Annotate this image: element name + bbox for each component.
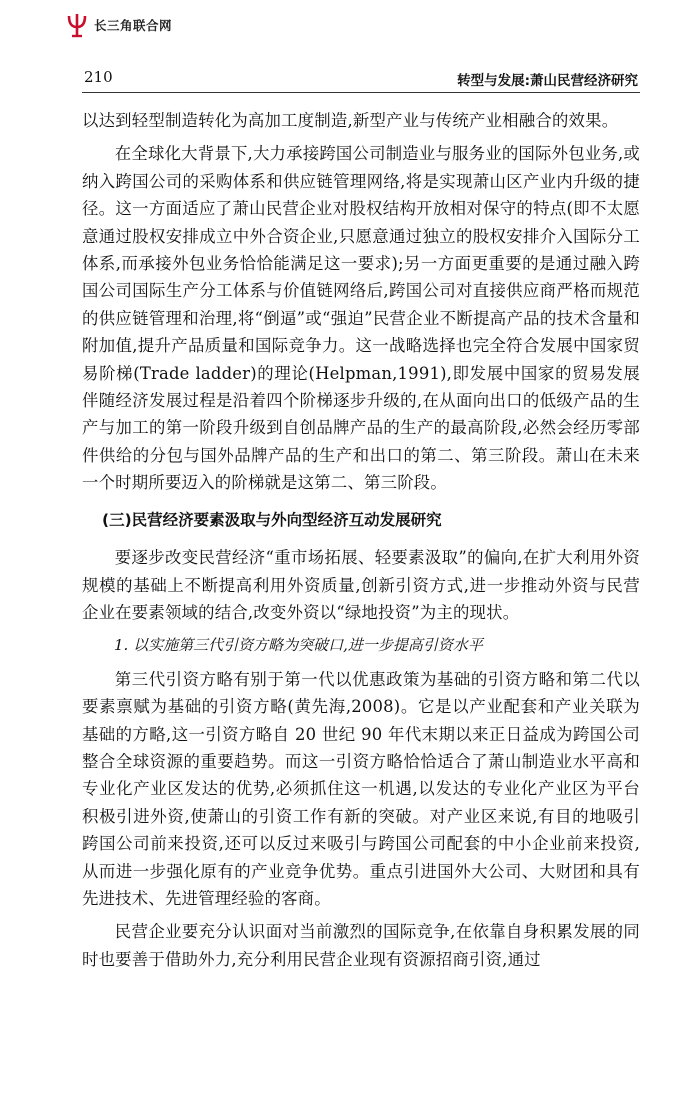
header-divider [82,92,640,93]
logo-text: 长三角联合网 [94,18,173,33]
section-heading: (三)民营经济要素汲取与外向型经济互动发展研究 [102,510,442,529]
running-title: 转型与发展:萧山民营经济研究 [457,73,638,89]
paragraph: 民营企业要充分认识面对当前激烈的国际竞争,在依靠自身积累发展的同时也要善于借助外力,充分利用民营企业现有资源招商引资,通过 [82,922,640,969]
psi-logo-icon [66,12,88,38]
subsection-heading: 1. 以实施第三代引资方略为突破口,进一步提高引资水平 [114,636,483,655]
site-logo [66,12,172,38]
paragraph: 以达到轻型制造转化为高加工度制造,新型产业与传统产业相融合的效果。 [82,111,619,130]
paragraph: 第三代引资方略有别于第一代以优惠政策为基础的引资方略和第二代以要素禀赋为基础的引资方略(黄先海,2008)。它是以产业配套和产业关联为基础的方略,这一引资方略自 20 世纪 90 年代末期以来正日益成为跨国公司整合全球资源的重要趋势。而这一引资方略恰恰适合了萧山制造业水平高和专业化产业区发达的优势,必须抓住这一机遇,以发达的专业化产业区为平台积极引进外资,使萧山的引资工作有新的突破。对产业区来说,有目的地吸引跨国公司前来投资,还可以反过来吸引与跨国公司配套的中小企业前来投资,从而进一步强化原有的产业竞争优势。重点引进国外大公司、大财团和具有先进技术、先进管理经验的客商。 [82,669,640,908]
page-number: 210 [84,68,113,86]
paragraph: 在全球化大背景下,大力承接跨国公司制造业与服务业的国际外包业务,或纳入跨国公司的采购体系和供应链管理网络,将是实现萧山区产业内升级的捷径。这一方面适应了萧山民营企业对股权结构开放相对保守的特点(即不太愿意通过股权安排成立中外合资企业,只愿意通过独立的股权安排介入国际分工体系,而承接外包业务恰恰能满足这一要求);另一方面更重要的是通过融入跨国公司国际生产分工体系与价值链网络后,跨国公司对直接供应商严格而规范的供应链管理和治理,将“倒逼”或“强迫”民营企业不断提高产品的技术含量和附加值,提升产品质量和国际竞争力。这一战略选择也完全符合发展中国家贸易阶梯(Trade ladder)的理论(Helpman,1991),即发展中国家的贸易发展伴随经济发展过程是沿着四个阶梯逐步升级的,在从面向出口的低级产品的生产与加工的第一阶段升级到自创品牌产品的生产的最高阶段,必然会经历零部件供给的分包与国外品牌产品的生产和出口的第二、第三阶段。萧山在未来一个时期所要迈入的阶梯就是这第二、第三阶段。 [82,144,640,493]
paragraph: 要逐步改变民营经济“重市场拓展、轻要素汲取”的偏向,在扩大利用外资规模的基础上不断提高利用外资质量,创新引资方式,进一步推动外资与民营企业在要素领域的结合,改变外资以“绿地投资”为主的现状。 [82,548,640,622]
page-body [82,107,640,973]
